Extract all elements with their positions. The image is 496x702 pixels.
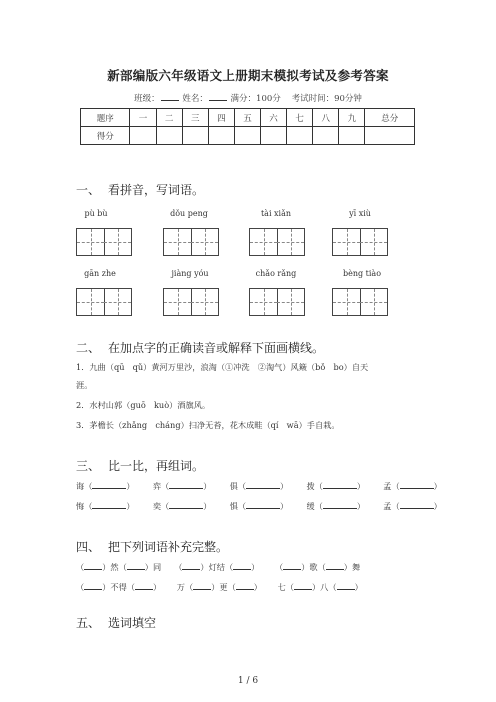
section-5-heading bbox=[76, 614, 156, 631]
idiom-text: ）更（ bbox=[211, 582, 236, 592]
page-number: 1 / 6 bbox=[237, 676, 259, 686]
writing-grid[interactable] bbox=[249, 288, 305, 316]
section-number: 五、 bbox=[76, 616, 101, 630]
answer-blank[interactable] bbox=[84, 561, 102, 570]
answer-blank[interactable] bbox=[135, 581, 153, 590]
idiom-row bbox=[76, 561, 360, 573]
idiom-text: （ bbox=[76, 582, 85, 592]
idiom-text: ）舞 bbox=[343, 562, 361, 572]
answer-blank[interactable] bbox=[294, 581, 312, 590]
section-title: 比一比，再组词。 bbox=[108, 459, 205, 473]
score-header-cell: 六 bbox=[261, 109, 287, 127]
compare-char: 悔 bbox=[76, 501, 85, 511]
score-cell[interactable] bbox=[156, 127, 182, 145]
score-table-row bbox=[81, 127, 415, 145]
answer-blank[interactable] bbox=[169, 500, 203, 509]
name-label: 姓名： bbox=[182, 94, 208, 104]
score-header-cell: 七 bbox=[287, 109, 313, 127]
name-blank[interactable] bbox=[209, 92, 227, 101]
compare-char: 诲 bbox=[76, 481, 85, 491]
section-title: 选词填空 bbox=[108, 616, 157, 630]
compare-char: 孟 bbox=[383, 481, 392, 491]
compare-char: 缓 bbox=[306, 501, 315, 511]
answer-blank[interactable] bbox=[169, 480, 203, 489]
section-number: 四、 bbox=[76, 540, 101, 554]
pinyin-label: bèng tiào bbox=[342, 269, 382, 278]
idiom-text: （ bbox=[274, 562, 284, 572]
exam-info bbox=[0, 92, 496, 104]
pinyin-label: chǎo rǎng bbox=[255, 269, 297, 278]
question-line: 涯。 bbox=[76, 380, 93, 390]
section-title: 看拼音，写词语。 bbox=[108, 183, 205, 197]
answer-blank[interactable] bbox=[246, 480, 280, 489]
question-line: 1．九曲（qū qǔ）黄河万里沙，浪淘（①冲洗 ②淘气）风簸（bǒ bo）自天 bbox=[76, 362, 369, 372]
idiom-row bbox=[76, 581, 363, 593]
compare-char: 惧 bbox=[229, 501, 238, 511]
question-line: 3．茅檐长（zhǎng cháng）扫净无苔，花木成畦（qí wā）手自栽。 bbox=[76, 420, 340, 430]
score-header-cell: 三 bbox=[182, 109, 208, 127]
score-cell[interactable] bbox=[365, 127, 415, 145]
score-header-cell: 总分 bbox=[365, 109, 415, 127]
section-1-heading bbox=[76, 181, 204, 198]
answer-blank[interactable] bbox=[326, 561, 344, 570]
idiom-text: （ bbox=[76, 562, 85, 572]
score-cell[interactable] bbox=[234, 127, 260, 145]
section-number: 二、 bbox=[76, 341, 101, 355]
score-cell[interactable] bbox=[287, 127, 313, 145]
compare-char: 孟 bbox=[383, 501, 392, 511]
compare-char: 弈 bbox=[152, 481, 162, 491]
compare-char: 奕 bbox=[152, 501, 162, 511]
writing-grid[interactable] bbox=[163, 228, 219, 256]
writing-grid[interactable] bbox=[332, 228, 388, 256]
score-header-cell: 题序 bbox=[81, 109, 130, 127]
answer-blank[interactable] bbox=[337, 581, 355, 590]
answer-blank[interactable] bbox=[283, 561, 301, 570]
score-header-cell: 五 bbox=[234, 109, 260, 127]
compare-row: 悔（ ） 奕（ ） 惧（ ） 缓（ ） 孟（ ） bbox=[76, 501, 442, 511]
section-number: 一、 bbox=[76, 183, 101, 197]
class-label: 班级： bbox=[134, 94, 160, 104]
idiom-text: ）八（ bbox=[311, 582, 337, 592]
section-4-heading bbox=[76, 538, 228, 555]
idiom-text: 七（ bbox=[277, 582, 294, 592]
idiom-text: ）灯结（ bbox=[200, 562, 234, 572]
idiom-text: ） bbox=[354, 582, 363, 592]
answer-blank[interactable] bbox=[193, 581, 211, 590]
pinyin-label: tài xiǎn bbox=[260, 209, 292, 218]
page-title: 新部编版六年级语文上册期末模拟考试及参考答案 bbox=[107, 68, 389, 83]
answer-blank[interactable] bbox=[84, 581, 102, 590]
idiom-text: （ bbox=[174, 562, 183, 572]
exam-time: 考试时间：90分钟 bbox=[291, 94, 362, 104]
compare-char: 俱 bbox=[229, 481, 238, 491]
score-table-header-row bbox=[81, 109, 415, 127]
answer-blank[interactable] bbox=[92, 500, 126, 509]
section-title: 把下列词语补充完整。 bbox=[108, 540, 229, 554]
idiom-text: ）不得（ bbox=[102, 582, 135, 592]
answer-blank[interactable] bbox=[236, 581, 254, 590]
section-3-heading bbox=[76, 457, 204, 474]
pinyin-label: pù bù bbox=[84, 209, 108, 218]
score-row-label: 得分 bbox=[81, 127, 130, 145]
full-score: 满分：100分 bbox=[230, 94, 281, 104]
answer-blank[interactable] bbox=[92, 480, 126, 489]
writing-grid[interactable] bbox=[163, 288, 219, 316]
compare-row: 诲（ ） 弈（ ） 俱（ ） 拨（ ） 孟（ ） bbox=[76, 481, 442, 491]
idiom-text: ） bbox=[251, 562, 260, 572]
score-cell[interactable] bbox=[261, 127, 287, 145]
answer-blank[interactable] bbox=[400, 480, 434, 489]
idiom-text: ） bbox=[253, 582, 262, 592]
idiom-text: ）同 bbox=[144, 562, 162, 572]
score-cell[interactable] bbox=[313, 127, 339, 145]
score-header-cell: 一 bbox=[130, 109, 156, 127]
score-cell[interactable] bbox=[182, 127, 208, 145]
answer-blank[interactable] bbox=[182, 561, 200, 570]
score-cell[interactable] bbox=[339, 127, 365, 145]
score-table bbox=[80, 108, 415, 145]
idiom-text: 万（ bbox=[176, 582, 194, 592]
idiom-text: ） bbox=[152, 582, 162, 592]
writing-grid[interactable] bbox=[76, 228, 132, 256]
score-header-cell: 四 bbox=[208, 109, 234, 127]
score-cell[interactable] bbox=[208, 127, 234, 145]
pinyin-label: dǒu peng bbox=[170, 209, 208, 218]
section-number: 三、 bbox=[76, 459, 101, 473]
compare-char: 拨 bbox=[306, 481, 315, 491]
answer-blank[interactable] bbox=[323, 500, 357, 509]
score-header-cell: 九 bbox=[339, 109, 365, 127]
section-2-heading bbox=[76, 339, 324, 356]
writing-grid[interactable] bbox=[332, 288, 388, 316]
score-header-cell: 八 bbox=[313, 109, 339, 127]
writing-grid[interactable] bbox=[76, 288, 132, 316]
answer-blank[interactable] bbox=[400, 500, 434, 509]
answer-blank[interactable] bbox=[233, 561, 251, 570]
pinyin-label: gān zhe bbox=[84, 269, 116, 278]
answer-blank[interactable] bbox=[246, 500, 280, 509]
score-cell[interactable] bbox=[130, 127, 156, 145]
answer-blank[interactable] bbox=[323, 480, 357, 489]
score-header-cell: 二 bbox=[156, 109, 182, 127]
class-blank[interactable] bbox=[161, 92, 179, 101]
question-line: 2．水村山郭（guō kuò）酒旗风。 bbox=[76, 400, 211, 410]
pinyin-label: jiàng yóu bbox=[171, 269, 209, 278]
pinyin-label: yī xiù bbox=[349, 209, 371, 218]
idiom-text: ）然（ bbox=[102, 562, 127, 572]
section-title: 在加点字的正确读音或解释下面画横线。 bbox=[108, 341, 325, 355]
idiom-text: ）歌（ bbox=[301, 562, 326, 572]
answer-blank[interactable] bbox=[127, 561, 145, 570]
writing-grid[interactable] bbox=[249, 228, 305, 256]
